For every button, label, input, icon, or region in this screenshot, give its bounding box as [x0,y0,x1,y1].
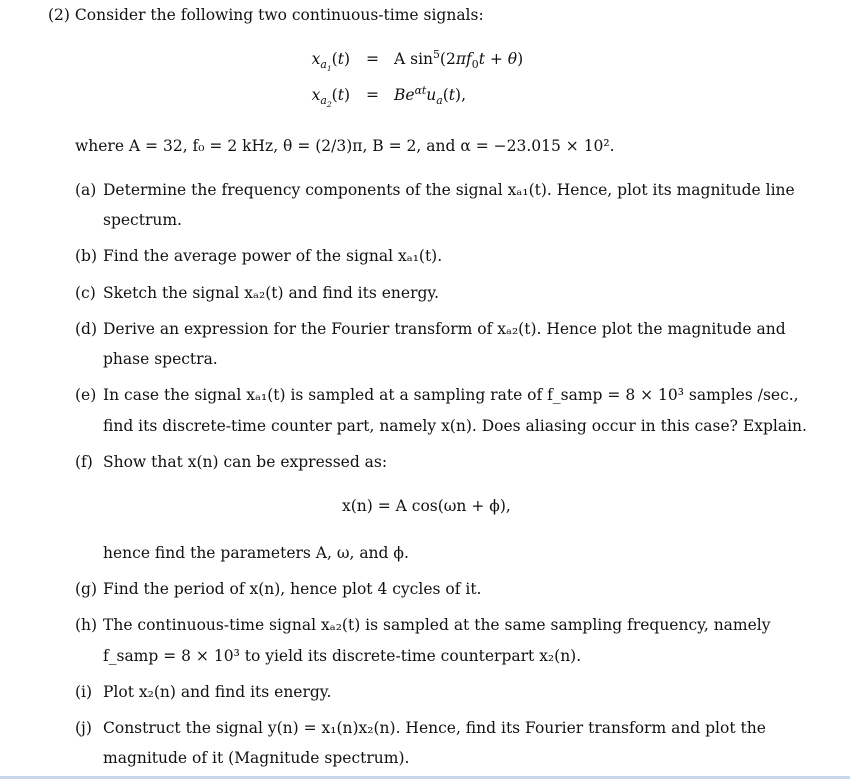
part-h-continued: f_samp = 8 × 10³ to yield its discrete-time counterpart x₂(n). [103,647,582,665]
part-d-label: (d) [75,320,98,338]
part-j-text: Construct the signal y(n) = x₁(n)x₂(n). Hence, find its Fourier transform and plot the [103,719,766,737]
part-g [75,579,481,599]
part-b [75,246,442,266]
part-i-text: Plot x₂(n) and find its energy. [103,683,332,701]
equation-2-lhs: $x_{a_2}(t)$ [311,86,350,110]
part-f [75,452,387,472]
part-c [75,283,439,303]
part-a-text: Determine the frequency components of the signal xₐ₁(t). Hence, plot its magnitude line [103,181,795,199]
part-g-text: Find the period of x(n), hence plot 4 cycles of it. [103,580,482,598]
part-h [75,615,771,635]
equation-1-equals: = [366,50,379,68]
part-d [75,319,786,339]
part-j [75,718,766,738]
part-f-text: Show that x(n) can be expressed as: [103,453,388,471]
part-c-text: Sketch the signal xₐ₂(t) and find its energy. [103,284,440,302]
problem-number-intro [48,5,484,25]
part-f-equation: x(n) = A cos(ωn + ϕ), [342,497,511,515]
problem-number: (2) [48,6,70,24]
part-a-label: (a) [75,181,97,199]
part-b-text: Find the average power of the signal xₐ₁(t). [103,247,443,265]
part-j-label: (j) [75,719,92,737]
part-d-continued: phase spectra. [103,350,218,368]
equation-2-equals: = [366,86,379,104]
part-f-continued: hence find the parameters A, ω, and ϕ. [103,544,409,562]
part-h-text: The continuous-time signal xₐ₂(t) is sampled at the same sampling frequency, namely [103,616,771,634]
part-f-label: (f) [75,453,93,471]
equation-1-lhs: $x_{a_1}(t)$ [311,50,350,74]
part-a-continued: spectrum. [103,211,182,229]
part-c-label: (c) [75,284,96,302]
part-e-label: (e) [75,386,97,404]
parameters-line: where A = 32, f₀ = 2 kHz, θ = (2/3)π, B = 2, and α = −23.015 × 10². [75,137,615,155]
problem-intro: Consider the following two continuous-time signals: [74,6,484,24]
part-a [75,180,795,200]
part-g-label: (g) [75,580,98,598]
part-i-label: (i) [75,683,93,701]
equation-1-rhs: A $\sin^5(2\pi f_0t + \theta)$ [394,47,524,72]
part-b-label: (b) [75,247,98,265]
part-d-text: Derive an expression for the Fourier transform of xₐ₂(t). Hence plot the magnitude and [103,320,786,338]
part-e-continued: find its discrete-time counter part, namely x(n). Does aliasing occur in this case? Explain. [103,417,807,435]
part-e [75,385,799,405]
part-j-continued: magnitude of it (Magnitude spectrum). [103,749,410,767]
equation-2-rhs: $Be^{\alpha t}u_a(t)$, [394,83,466,108]
part-e-text: In case the signal xₐ₁(t) is sampled at a sampling rate of f_samp = 8 × 10³ samples /sec., [103,386,799,404]
part-i [75,682,331,702]
page-bottom-divider [0,776,850,779]
part-h-label: (h) [75,616,98,634]
